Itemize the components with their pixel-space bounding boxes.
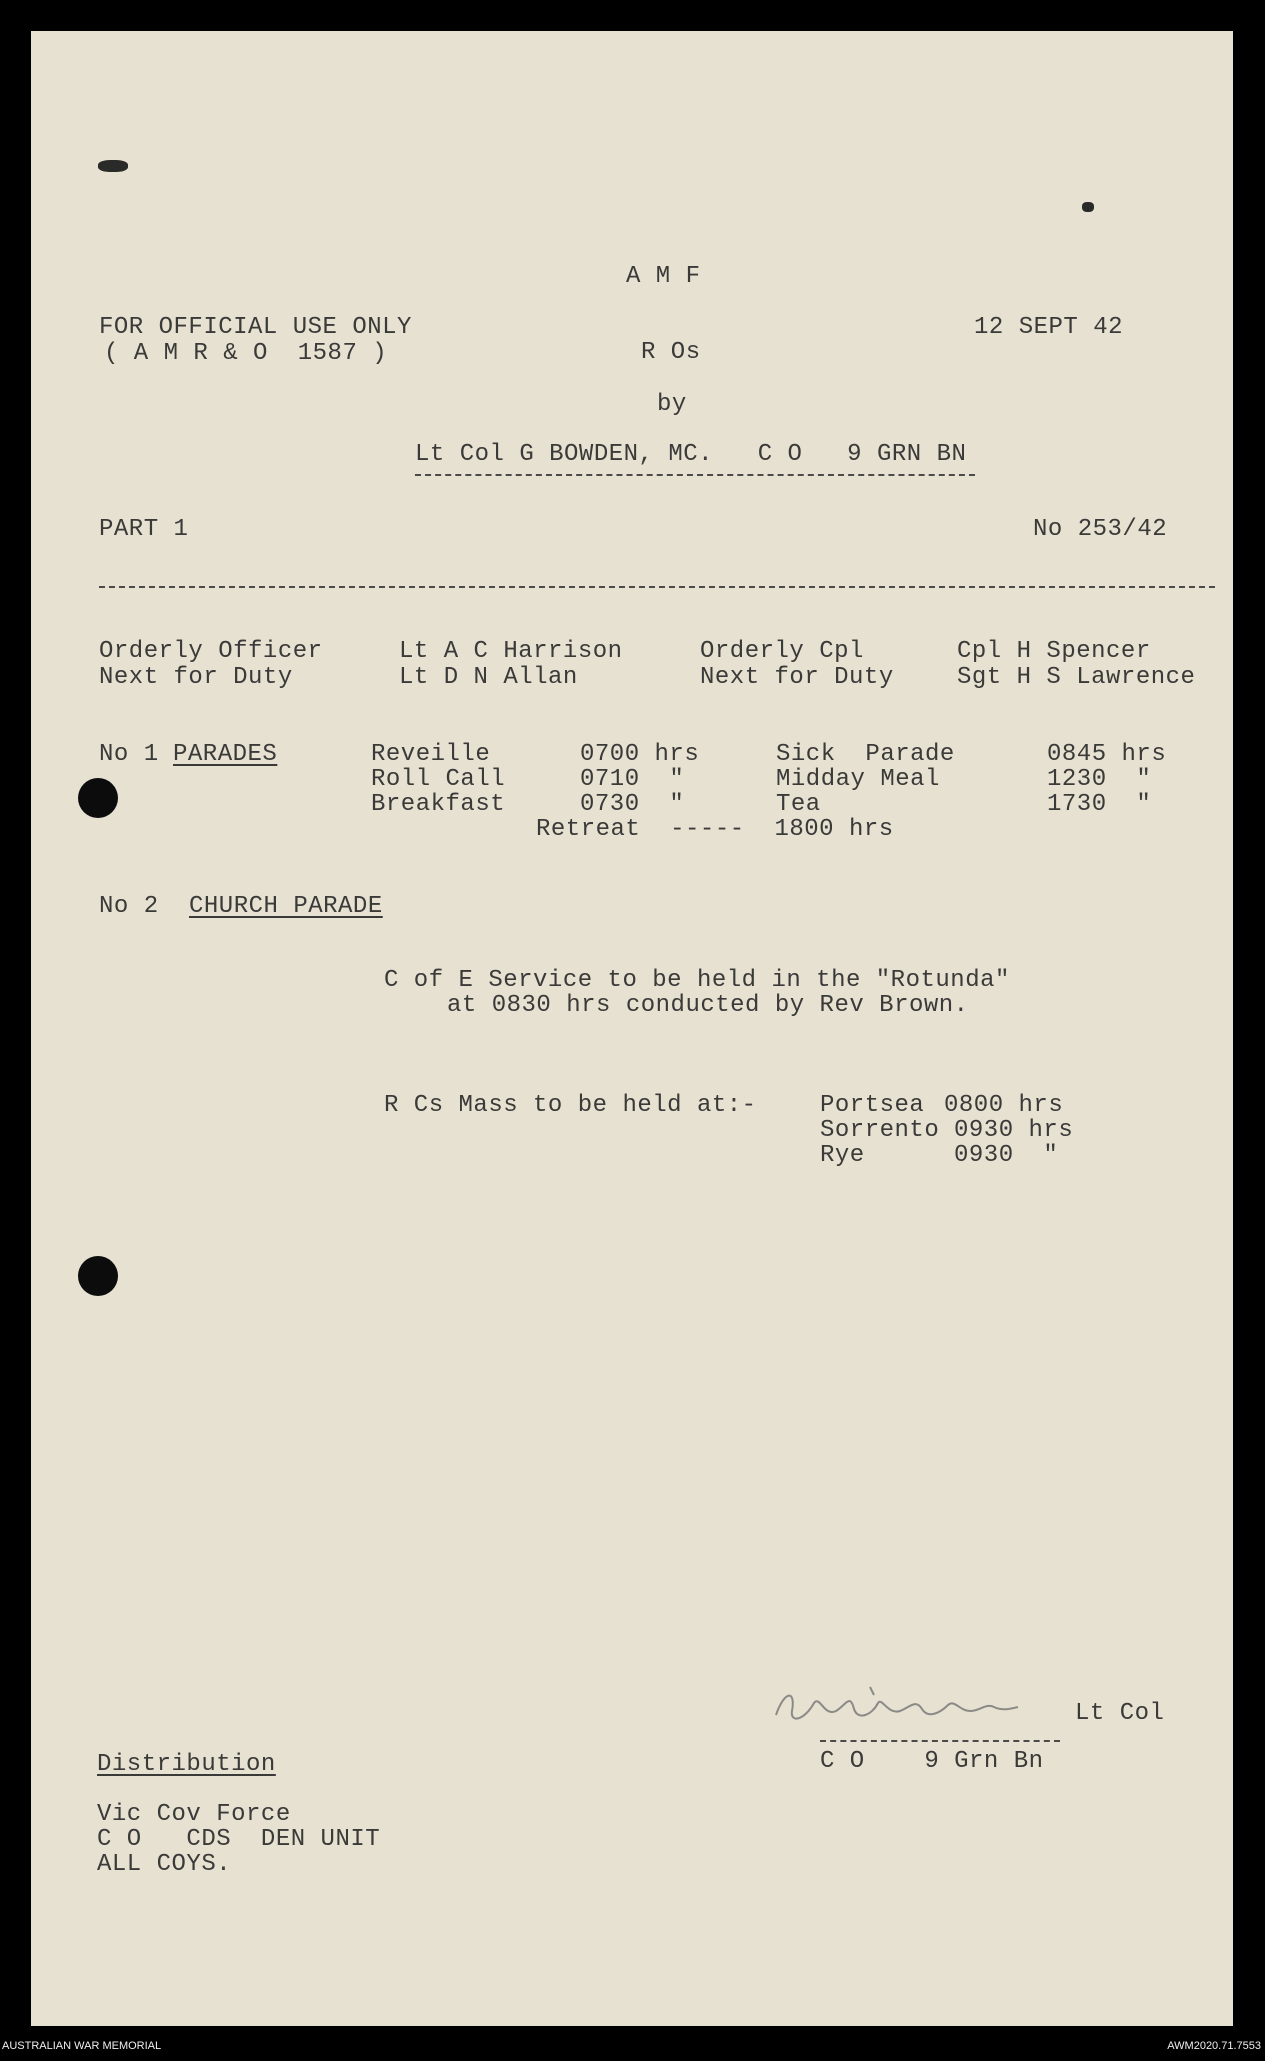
orderly-officer-label: Orderly Officer	[99, 638, 323, 665]
distribution-title: Distribution	[97, 1751, 276, 1778]
signature-line	[820, 1740, 1060, 1742]
orderly-cpl-label: Orderly Cpl	[700, 638, 864, 665]
next-cpl-name: Sgt H S Lawrence	[957, 664, 1196, 691]
parade-name: Breakfast	[371, 791, 506, 818]
orderly-cpl-name: Cpl H Spencer	[957, 638, 1151, 665]
distribution-item: ALL COYS.	[97, 1851, 232, 1878]
official-use-label: FOR OFFICIAL USE ONLY	[99, 314, 412, 341]
ink-smudge	[98, 160, 128, 172]
mass-time: 0930 hrs	[954, 1117, 1074, 1144]
next-officer-name: Lt D N Allan	[399, 664, 578, 691]
part-label: PART 1	[99, 516, 189, 543]
service-line-1: C of E Service to be held in the "Rotunda"	[384, 967, 1010, 994]
routine-orders-title: R Os	[641, 339, 701, 366]
archive-credit: AUSTRALIAN WAR MEMORIAL	[2, 2040, 162, 2052]
parade-name: Sick Parade	[776, 741, 955, 768]
parade-name: Tea	[776, 791, 821, 818]
amr-reference: ( A M R & O 1587 )	[104, 340, 388, 367]
section-number: No 2	[99, 893, 159, 920]
next-duty-label: Next for Duty	[99, 664, 293, 691]
retreat-line: Retreat ----- 1800 hrs	[536, 816, 894, 843]
document-date: 12 SEPT 42	[974, 314, 1124, 341]
handwritten-signature	[770, 1681, 1070, 1731]
parade-time: 1730 "	[1047, 791, 1152, 818]
parade-time: 0700 hrs	[580, 741, 700, 768]
parade-time: 0710 "	[580, 766, 685, 793]
by-label: by	[657, 391, 687, 418]
parade-time: 1230 "	[1047, 766, 1152, 793]
mass-label: R Cs Mass to be held at:-	[384, 1092, 757, 1119]
next-duty-label: Next for Duty	[700, 664, 894, 691]
mass-place: Sorrento	[820, 1117, 940, 1144]
mass-place: Rye	[820, 1142, 865, 1169]
distribution-item: Vic Cov Force	[97, 1801, 291, 1828]
mass-time: 0800 hrs	[944, 1092, 1064, 1119]
parade-name: Reveille	[371, 741, 491, 768]
section-title-parades: PARADES	[173, 741, 278, 768]
parade-name: Roll Call	[371, 766, 506, 793]
parade-name: Midday Meal	[776, 766, 940, 793]
amf-heading: A M F	[626, 263, 701, 290]
archive-reference: AWM2020.71.7553	[1167, 2040, 1261, 2052]
signatory-unit: C O 9 Grn Bn	[820, 1748, 1044, 1775]
signatory-rank: Lt Col	[1075, 1700, 1165, 1727]
service-line-2: at 0830 hrs conducted by Rev Brown.	[447, 992, 969, 1019]
officer-underline	[415, 474, 975, 476]
mass-place: Portsea	[820, 1092, 925, 1119]
ink-speck	[1082, 202, 1094, 212]
punch-hole-top	[78, 778, 118, 818]
part-divider	[99, 586, 1215, 588]
mass-time: 0930 "	[954, 1142, 1059, 1169]
punch-hole-bottom	[78, 1256, 118, 1296]
orderly-officer-name: Lt A C Harrison	[399, 638, 623, 665]
parade-time: 0730 "	[580, 791, 685, 818]
distribution-item: C O CDS DEN UNIT	[97, 1826, 381, 1853]
section-number: No 1	[99, 741, 159, 768]
parade-time: 0845 hrs	[1047, 741, 1167, 768]
issuing-officer: Lt Col G BOWDEN, MC. C O 9 GRN BN	[415, 441, 967, 468]
order-number: No 253/42	[1033, 516, 1168, 543]
section-title-church: CHURCH PARADE	[189, 893, 383, 920]
